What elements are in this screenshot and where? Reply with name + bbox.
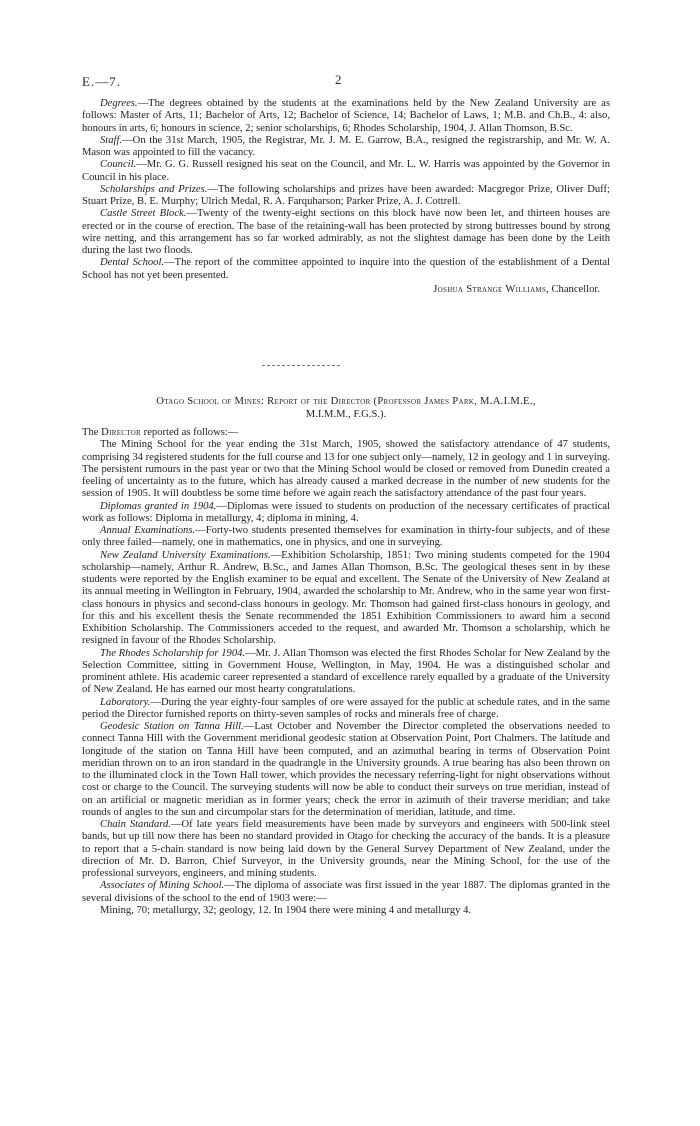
paragraph-mining-school: The Mining School for the year ending the 31st March, 1905, showed the satisfactory attendance of 47 students, comprising 34 registered students for the full course and 13 for one subject only—namely, 12 in geology and 1 in surveying. The persistent rumours in the past year or two that the Mining School would be closed or removed from Dunedin created a feeling of uncertainty as to the future, which has already caused a marked decrease in the number of new students for the session of 1905. It will doubtless be some time before we again reach the satisfactory attendance of the past four years. xyxy=(82,439,610,500)
heading-staff: Staff. xyxy=(100,134,123,146)
paragraph-geodesic xyxy=(82,721,610,819)
heading-dental-school: Dental School. xyxy=(100,257,165,269)
paragraph-annual-exams xyxy=(82,525,610,550)
paragraph-castle-street xyxy=(82,208,610,257)
intro-suffix: reported as follows:— xyxy=(141,427,239,438)
paragraph-chain-standard xyxy=(82,819,610,880)
paragraph-diplomas xyxy=(82,501,610,526)
text-associates: —The diploma of associate was first issued in the year 1887. The diplomas granted in the several divisions of the school to the end of 1903 were:— xyxy=(82,880,610,904)
heading-geodesic: Geodesic Station on Tanna Hill. xyxy=(100,721,244,732)
section-title-line1: Otago School of Mines: Report of the Director (Professor James Park, M.A.I.M.E., xyxy=(156,396,536,407)
paragraph-council xyxy=(82,159,610,184)
heading-scholarships: Scholarships and Prizes. xyxy=(100,183,208,195)
section-title xyxy=(82,395,610,421)
paragraph-rhodes xyxy=(82,648,610,697)
text-geodesic: —Last October and November the Director completed the observations needed to connect Tanna Hill with the Government meridional geodesic station at Observation Point, Port Chalmers. The latitude and longitude of the station on Tanna Hill have been computed, and an azimuthal bearing in terms of Observation Point meridian thrown on to an iron standard in the quadrangle in the University grounds. A true bearing has also been thrown on to the illuminated clock in the Town Hall tower, which provides the necessary referring-light for night observations without cost or charge to the Council. The surveying students will now be able to conduct their surveys on true meridian, instead of on an artificial or magnetic meridian as in former years; check the error in azimuth of their traverse meridian; and take rounds of angles to the sun and circumpolar stars for the determination of meridian, latitude, and time. xyxy=(82,721,610,818)
heading-degrees: Degrees. xyxy=(100,98,138,109)
text-degrees: —The degrees obtained by the students at the examinations held by the New Zealand University are as follows: Master of Arts, 11; Bachelor of Arts, 12; Bachelor of Science, 14; Bachelor of Laws, 1; M.B. and Ch.B., 4: also, honours in arts, 6; honours in science, 2; senior scholarships, 6; Rhodes Scholarship, 1904, J. Allan Thomson, B.Sc. xyxy=(82,98,610,134)
heading-diplomas: Diplomas granted in 1904. xyxy=(100,500,217,512)
paragraph-associates-counts: Mining, 70; metallurgy, 32; geology, 12. In 1904 there were mining 4 and metallurgy 4. xyxy=(100,904,472,916)
heading-rhodes: The Rhodes Scholarship for 1904. xyxy=(100,647,246,659)
paragraph-dental-school xyxy=(82,257,610,282)
text-rhodes: —Mr. J. Allan Thomson was elected the first Rhodes Scholar for New Zealand by the Selection Committee, sitting in Government House, Wellington, in May, 1904. He was a distinguished scholar and prominent athlete. His academic career represented a standard of excellence rarely equalled by a graduate of the University of New Zealand. He has earned our most hearty congratulations. xyxy=(82,647,610,696)
report-code: E.—7. xyxy=(82,74,121,89)
university-report-section xyxy=(82,98,610,296)
text-castle-street: —Twenty of the twenty-eight sections on this block have now been let, and thirteen houses are erected or in the course of erection. The base of the retaining-wall has been protected by strong buttresses bound by strong wire netting, and this arrangement has so far worked admirably, as not the slightest damage has been done by the Leith during the last two floods. xyxy=(82,208,610,256)
heading-annual-exams: Annual Examinations. xyxy=(100,525,196,536)
text-chain-standard: —Of late years field measurements have been made by surveyors and engineers with 500-link steel bands, but up till now there has been no standard provided in Otago for checking the accuracy of the bands. It is a pleasure to report that a 5-chain standard is now being laid down by the General Survey Department of New Zealand, under the direction of Mr. D. Barron, Chief Surveyor, in the University grounds, near the Mining School, for the use of the professional surveyors, engineers, and mining students. xyxy=(82,819,611,879)
chancellor-signature xyxy=(82,284,610,296)
paragraph-scholarships xyxy=(82,184,610,209)
heading-laboratory: Laboratory. xyxy=(100,696,151,708)
signature-name: Joshua Strange Williams xyxy=(433,283,547,295)
signature-title: , Chancellor. xyxy=(546,283,600,295)
text-laboratory: —During the year eighty-four samples of ore were assayed for the public at schedule rates, and in the same period the Director furnished reports on thirty-seven samples of rocks and minerals free of charge. xyxy=(82,696,610,720)
text-dental-school: —The report of the committee appointed to inquire into the question of the establishment of a Dental School has not yet been presented. xyxy=(82,257,610,281)
section-divider xyxy=(262,365,340,366)
paragraph-associates xyxy=(82,880,610,905)
paragraph-nzu-exams xyxy=(82,550,610,648)
page-number: 2 xyxy=(335,72,342,87)
text-staff: —On the 31st March, 1905, the Registrar, Mr. J. M. E. Garrow, B.A., resigned the registrarship, and Mr. W. A. Mason was appointed to fill the vacancy. xyxy=(82,134,610,158)
intro-director: Director xyxy=(101,427,142,438)
paragraph-laboratory xyxy=(82,697,610,722)
heading-nzu-exams: New Zealand University Examinations. xyxy=(100,549,271,561)
heading-chain-standard: Chain Standard. xyxy=(100,819,171,830)
paragraph-degrees xyxy=(82,98,610,135)
paragraph-intro xyxy=(82,427,610,439)
heading-castle-street: Castle Street Block. xyxy=(100,208,187,220)
paragraph-staff xyxy=(82,135,610,160)
school-of-mines-section xyxy=(82,395,610,917)
text-council: —Mr. G. G. Russell resigned his seat on the Council, and Mr. L. W. Harris was appointed by the Governor in Council in his place. xyxy=(82,159,610,183)
text-annual-exams: —Forty-two students presented themselves for examination in thirty-four subjects, and of these only three failed—namely, one in mathematics, one in physics, and one in surveying. xyxy=(82,525,610,549)
heading-council: Council. xyxy=(100,159,137,171)
text-nzu-exams: —Exhibition Scholarship, 1851: Two mining students competed for the 1904 scholarship—namely, Arthur R. Andrew, B.Sc., and James Allan Thomson, B.Sc. The geological theses sent in by these students were reported by the English examiner to be equal and excellent. The Senate of the University of New Zealand at its annual meeting in Wellington in February, 1904, awarded the scholarship to Mr. Andrew, who in the same year won first-class honours in physics and second-class honours in geology. Mr. Thomson had gained first-class honours in geology, and for this and his excellent thesis the Senate recommended the 1851 Exhibition Commissioners to award him a second Exhibition Scholarship. The Commissioners acceded to the request, and awarded Mr. Thomson a scholarship, which he resigned in favour of the Rhodes Scholarship. xyxy=(82,549,610,647)
section-title-line2: M.I.M.M., F.G.S.). xyxy=(305,409,387,420)
heading-associates: Associates of Mining School. xyxy=(100,880,225,892)
intro-prefix: The xyxy=(82,427,99,438)
text-scholarships: —The following scholarships and prizes have been awarded: Macgregor Prize, Oliver Duff; Stuart Prize, B. E. Murphy; Ulrich Medal, R. A. Farquharson; Parker Prize, A. J. Cottrell. xyxy=(82,183,610,207)
text-diplomas: —Diplomas were issued to students on production of the necessary certificates of practical work as follows: Diploma in metallurgy, 4; diploma in mining, 4. xyxy=(82,500,610,524)
